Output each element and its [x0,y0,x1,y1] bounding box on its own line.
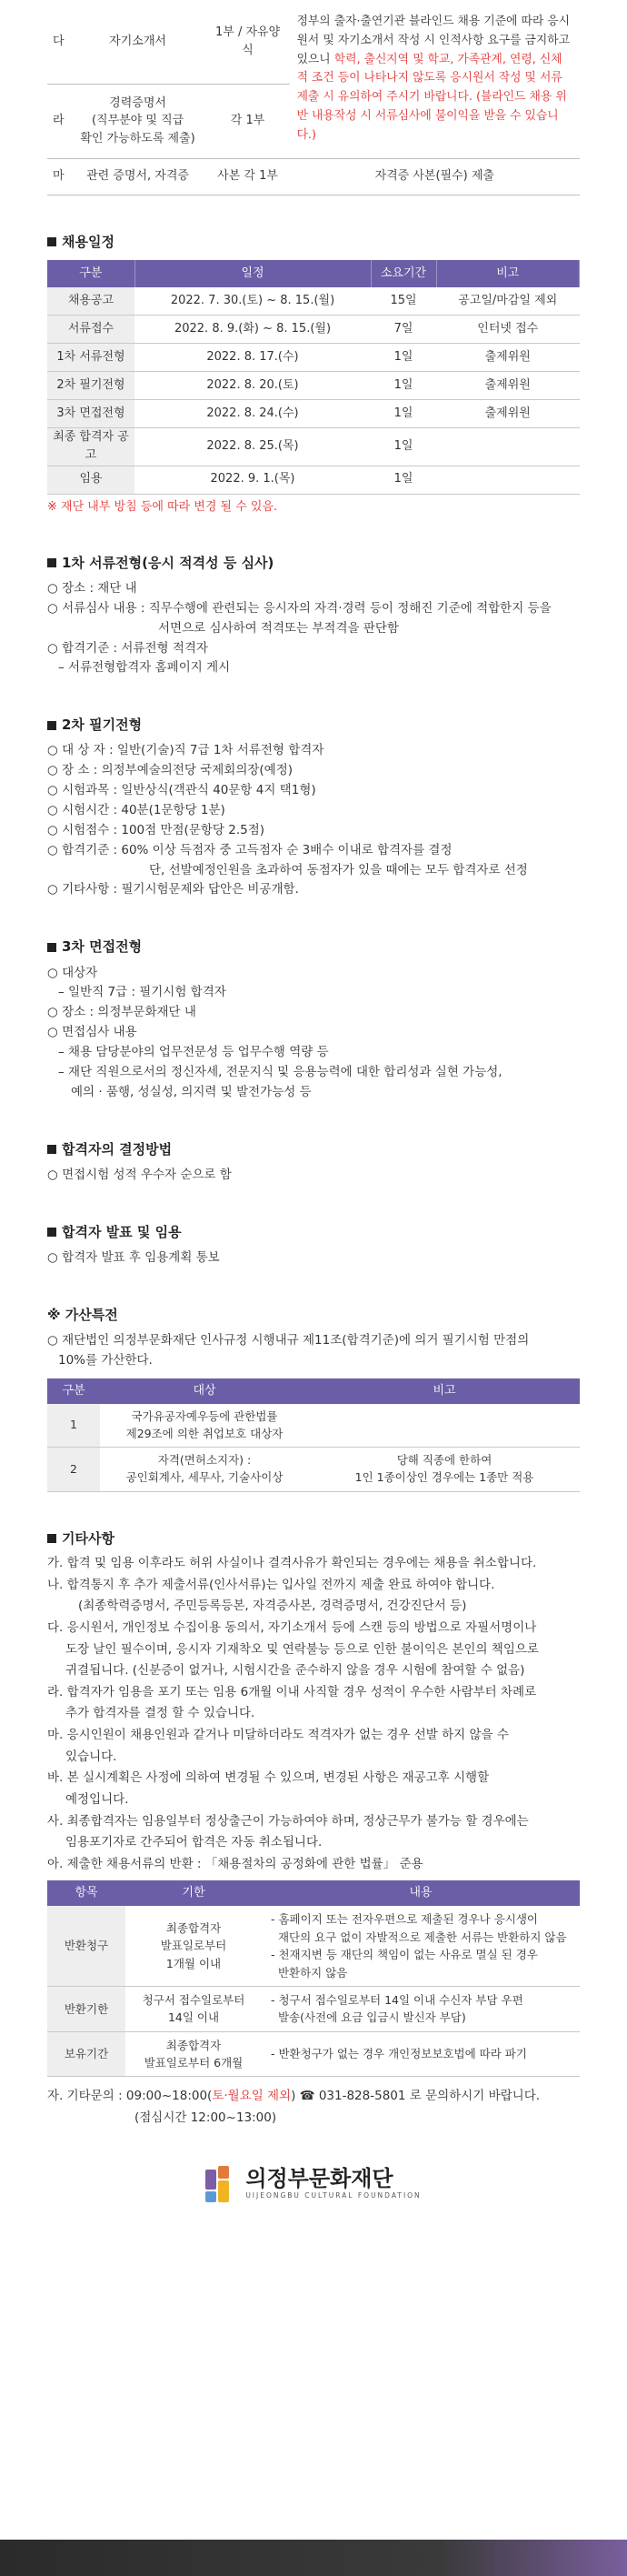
cell: 2022. 9. 1.(목) [134,466,371,494]
text-line: 단, 선발예정인원을 초과하여 동점자가 있을 때에는 모두 합격자로 선정 [149,862,528,877]
text-line: ○ 합격기준 : 서류전형 적격자 [47,640,208,656]
square-bullet-icon [47,721,56,730]
table-row [47,2031,580,2077]
doc-name [70,84,206,158]
table-row [47,1448,580,1492]
text-line: – 재단 직원으로서의 정신자세, 전문지식 및 응용능력에 대한 합리성과 실현 가능성, [58,1064,503,1079]
desc-text: 정부의 출자·출연기관 블라인드 채용 기준에 따라 응시원서 및 자기소개서 작성 시 인적사항 요구를 금지하고 있으니 [296,15,570,66]
return-table-body [47,1906,580,2077]
logo-text [245,2167,421,2201]
content-cell [262,1986,580,2031]
content-cell [262,1906,580,1986]
text-line: ○ 시험과목 : 일반상식(객관식 40문항 4지 택1형) [47,783,316,798]
square-bullet-icon [47,1228,56,1237]
schedule-note: ※ 재단 내부 방침 등에 따라 변경 될 수 있음. [47,499,278,514]
third-stage-body [47,964,580,1103]
doc-qty: 1부 / 자유양식 [206,0,290,84]
cell: 출제위원 [436,344,580,372]
row-key: 마 [47,158,70,195]
column-header: 구분 [47,260,134,287]
doc-qty: 사본 각 1부 [206,158,290,195]
row-label: 반환기한 [47,1986,125,2031]
text-line: ○ 시험시간 : 40분(1문항당 1분) [47,803,225,818]
target-cell [100,1448,309,1492]
column-header: 소요기간 [371,260,436,287]
text-line: 있습니다. [65,1749,117,1764]
doc-description: 자격증 사본(필수) 제출 [290,158,580,195]
text-line: 귀결됩니다. (신분증이 없거나, 시험시간을 준수하지 않을 경우 시험에 참여할 수 없음) [65,1663,525,1679]
cell-line: - 반환청구가 없는 경우 개인정보보호법에 따라 파기 [271,2047,527,2061]
third-stage-heading [47,937,580,957]
text-line: 다. 응시원서, 개인정보 수집이용 동의서, 자기소개서 등에 스캔 등의 방법으로 자필서명이나 [47,1619,537,1635]
cell: 1일 [371,372,436,400]
cell-line: 최종합격자 [165,2038,222,2052]
contact-text: 자. 기타문의 : 09:00~18:00( [47,2089,213,2104]
text-line: ○ 시험점수 : 100점 만점(문항당 2.5점) [47,822,265,837]
row-label: 보유기간 [47,2031,125,2077]
section-title: 채용일정 [62,233,114,250]
cell [436,428,580,466]
cell-line: - 천재지변 등 재단의 책임이 없는 사유로 멸실 된 경우 [271,1948,538,1962]
row-label: 반환청구 [47,1906,125,1986]
contact-line [47,2086,580,2108]
section-title: 1차 서류전형(응시 적격성 등 심사) [62,554,274,571]
doc-qty: 각 1부 [206,84,290,158]
foundation-logo [47,2166,580,2202]
cell-line: 반환하지 않음 [271,1965,348,1980]
cell-line: 공인회계사, 세무사, 기술사이상 [125,1470,284,1485]
table-row [47,316,580,344]
cell: 2022. 8. 20.(토) [134,372,371,400]
doc-name: 자기소개서 [70,0,206,84]
row-label: 1차 서류전형 [47,344,134,372]
section-title: 합격자 발표 및 임용 [62,1223,182,1240]
row-number: 1 [47,1404,100,1448]
column-header: 비고 [436,260,580,287]
text-line: 추가 합격자를 결정 할 수 있습니다. [65,1706,255,1721]
cell: 1일 [371,428,436,466]
row-number: 2 [47,1448,100,1492]
etc-heading [47,1529,580,1549]
column-header: 일정 [134,260,371,287]
column-header: 비고 [309,1378,580,1404]
text-line: 도장 날인 필수이며, 응시자 기재착오 및 연락불능 등으로 인한 불이익은 본인의 책임으로 [65,1641,539,1657]
cell-line: - 홈페이지 또는 전자우편으로 제출된 경우나 응시생이 [271,1912,539,1927]
square-bullet-icon [47,943,56,952]
target-cell [100,1404,309,1448]
logo-name: 의정부문화재단 [245,2165,393,2191]
table-row [47,1404,580,1448]
note-cell [309,1404,580,1448]
cell-line: 최종합격자 [165,1921,222,1936]
second-stage-body [47,741,580,900]
cell-line: 14일 이내 [167,2010,220,2025]
square-bullet-icon [47,1534,56,1543]
table-row [47,1906,580,1986]
section-title: 2차 필기전형 [62,717,143,734]
table-row [47,0,580,84]
doc-line: (직무분야 및 직급 [91,114,184,128]
square-bullet-icon [47,558,56,567]
cell: 2022. 8. 9.(화) ~ 8. 15.(월) [134,316,371,344]
table-row [47,400,580,428]
text-line: 바. 본 실시계획은 사정에 의하여 변경될 수 있으며, 변경된 사항은 재공고후 시행할 [47,1770,490,1786]
table-row [47,372,580,400]
cell: 공고일/마감일 제외 [436,287,580,316]
cell-line: 1인 1종이상인 경우에는 1종만 적용 [354,1470,534,1485]
section-title: 3차 면접전형 [62,938,143,956]
column-header: 내용 [262,1880,580,1906]
text-line: ○ 면접심사 내용 [47,1025,137,1040]
text-line: 서면으로 심사하여 적격또는 부적격을 판단함 [158,620,399,636]
contact-closed-days: 토·월요일 제외 [212,2089,292,2104]
cell: 2022. 8. 24.(수) [134,400,371,428]
table-header-row [47,260,580,287]
cell: 7일 [371,316,436,344]
text-line: ○ 합격자 발표 후 임용계획 통보 [47,1249,220,1265]
cell: 인터넷 접수 [436,316,580,344]
contact-lunch: (점심시간 12:00~13:00) [134,2110,277,2126]
cell: 2022. 7. 30.(토) ~ 8. 15.(월) [134,287,371,316]
text-line: 나. 합격통지 후 추가 제출서류(인사서류)는 입사일 전까지 제출 완료 하여야 합니다. [47,1577,495,1592]
table-row [47,158,580,195]
table-row [47,1986,580,2031]
row-key: 다 [47,0,70,84]
cell-line: 발표일로부터 [160,1939,227,1953]
text-line: ○ 대 상 자 : 일반(기술)직 7급 1차 서류전형 합격자 [47,743,324,758]
row-label: 채용공고 [47,287,134,316]
period-cell [125,1986,262,2031]
bonus-table [47,1378,580,1492]
table-header-row [47,1880,580,1906]
cell [436,466,580,494]
cell-line: 자격(면허소지자) : [157,1453,252,1468]
doc-line: 확인 가능하도록 제출) [80,131,195,145]
row-label: 서류접수 [47,316,134,344]
cell: 15일 [371,287,436,316]
documents-table [47,0,580,195]
table-header-row [47,1378,580,1404]
text-line: – 일반직 7급 : 필기시험 합격자 [58,985,226,1000]
cell: 출제위원 [436,372,580,400]
table-row [47,287,580,316]
decision-heading [47,1139,580,1160]
text-line: (최종학력증명서, 주민등록등본, 자격증사본, 경력증명서, 건강진단서 등) [78,1599,467,1614]
text-line: 사. 최종합격자는 임용일부터 정상출근이 가능하여야 하며, 정상근무가 불가능 할 경우에는 [47,1813,529,1829]
period-cell [125,1906,262,1986]
text-line: 예정입니다. [65,1791,129,1807]
second-stage-heading [47,715,580,736]
contact-phone: ) ☎ 031-828-5801 로 문의하시기 바랍니다. [291,2089,541,2104]
column-header: 대상 [100,1378,309,1404]
text-line: ○ 대상자 [47,965,98,980]
schedule-body [47,287,580,494]
doc-name: 관련 증명서, 자격증 [70,158,206,195]
first-stage-body [47,579,580,678]
schedule-heading [47,232,580,253]
text-line: ○ 장 소 : 의정부예술의전당 국제회의장(예정) [47,763,294,778]
note-cell [309,1448,580,1492]
column-header: 기한 [125,1880,262,1906]
row-label: 2차 필기전형 [47,372,134,400]
text-line: ○ 재단법인 의정부문화재단 인사규정 시행내규 제11조(합격기준)에 의거 필기시험 만점의 [47,1333,530,1348]
doc-line: 경력증명서 [109,95,166,110]
cell-line: - 청구서 접수일로부터 14일 이내 수신자 부담 우편 [271,1992,523,2007]
cell: 1일 [371,466,436,494]
content-cell [262,2031,580,2077]
row-label: 최종 합격자 공고 [47,428,134,466]
text-line: 임용포기자로 간주되어 합격은 자동 취소됩니다. [65,1835,323,1850]
column-header: 구분 [47,1378,100,1404]
cell: 1일 [371,400,436,428]
text-line: 예의 · 품행, 성실성, 의지력 및 발전가능성 등 [71,1084,312,1099]
cell: 1일 [371,344,436,372]
text-line: ○ 장소 : 재단 내 [47,580,137,596]
cell: 2022. 8. 17.(수) [134,344,371,372]
table-row [47,466,580,494]
text-line: ○ 면접시험 성적 우수자 순으로 함 [47,1167,232,1182]
first-stage-heading [47,553,580,574]
text-line: ○ 합격기준 : 60% 이상 득점자 중 고득점자 순 3배수 이내로 합격자를 결정 [47,842,453,857]
row-label: 3차 면접전형 [47,400,134,428]
section-title: ※ 가산특전 [47,1306,118,1323]
doc-description [290,0,580,158]
column-header: 항목 [47,1880,125,1906]
row-key: 라 [47,84,70,158]
etc-body [47,1553,580,1875]
cell-line: 당해 직종에 한하여 [396,1453,493,1468]
cell-line: 국가유공자예우등에 관한법률 [131,1408,278,1423]
schedule-table [47,260,580,495]
cell-line: 발송(사전에 요금 입금시 발신자 부담) [271,2010,466,2025]
text-line: – 채용 담당분야의 업무전문성 등 업무수행 역량 등 [58,1045,329,1060]
foundation-logo-icon [205,2166,236,2202]
cell: 출제위원 [436,400,580,428]
text-line: ○ 서류심사 내용 : 직무수행에 관련되는 응시자의 자격·경력 등이 정해진 기준에 적합한지 등을 [47,600,552,616]
row-label: 임용 [47,466,134,494]
square-bullet-icon [47,237,56,246]
text-line: 라. 합격자가 임용을 포기 또는 임용 6개월 이내 사직할 경우 성적이 우수한 사람부터 차례로 [47,1684,537,1699]
cell-line: 발표일로부터 6개월 [144,2056,244,2070]
text-line: 10%를 가산한다. [58,1352,153,1368]
return-table [47,1880,580,2077]
text-line: 마. 응시인원이 채용인원과 같거나 미달하더라도 적격자가 없는 경우 선발 하지 않을 수 [47,1728,509,1743]
table-row [47,428,580,466]
cell-line: 1개월 이내 [165,1956,222,1970]
desc-warning: 학력, 출신지역 및 학교, 가족관계, 연령, 신체적 조건 등이 나타나지 않도록 응시원서 작성 및 서류 제출 시 유의하여 주시기 바랍니다. (블라인드 채용 위반 내용작성 시 서류심사에 불이익을 받을 수 있습니다.) [296,52,567,142]
cell: 2022. 8. 25.(목) [134,428,371,466]
text-line: – 서류전형합격자 홈페이지 게시 [58,660,231,676]
footer-bar [0,2540,627,2576]
announce-heading [47,1222,580,1243]
text-line: ○ 기타사항 : 필기시험문제와 답안은 비공개함. [47,882,299,897]
period-cell [125,2031,262,2077]
cell-line: 제29조에 의한 취업보호 대상자 [125,1426,284,1440]
section-title: 기타사항 [62,1529,114,1547]
table-row [47,344,580,372]
cell-line: 청구서 접수일로부터 [142,1992,245,2007]
bonus-heading [47,1305,580,1326]
logo-subtitle: UIJEONGBU CULTURAL FOUNDATION [245,2191,422,2200]
cell-line: 재단의 요구 없이 자발적으로 제출한 서류는 반환하지 않음 [271,1929,567,1944]
section-title: 합격자의 결정방법 [62,1140,173,1158]
text-line: 아. 제출한 채용서류의 반환 : 「채용절차의 공정화에 관한 법률」 준용 [47,1856,423,1871]
text-line: ○ 장소 : 의정부문화재단 내 [47,1005,196,1020]
square-bullet-icon [47,1145,56,1154]
text-line: 가. 합격 및 임용 이후라도 허위 사실이나 결격사유가 확인되는 경우에는 채용을 취소합니다. [47,1556,537,1571]
